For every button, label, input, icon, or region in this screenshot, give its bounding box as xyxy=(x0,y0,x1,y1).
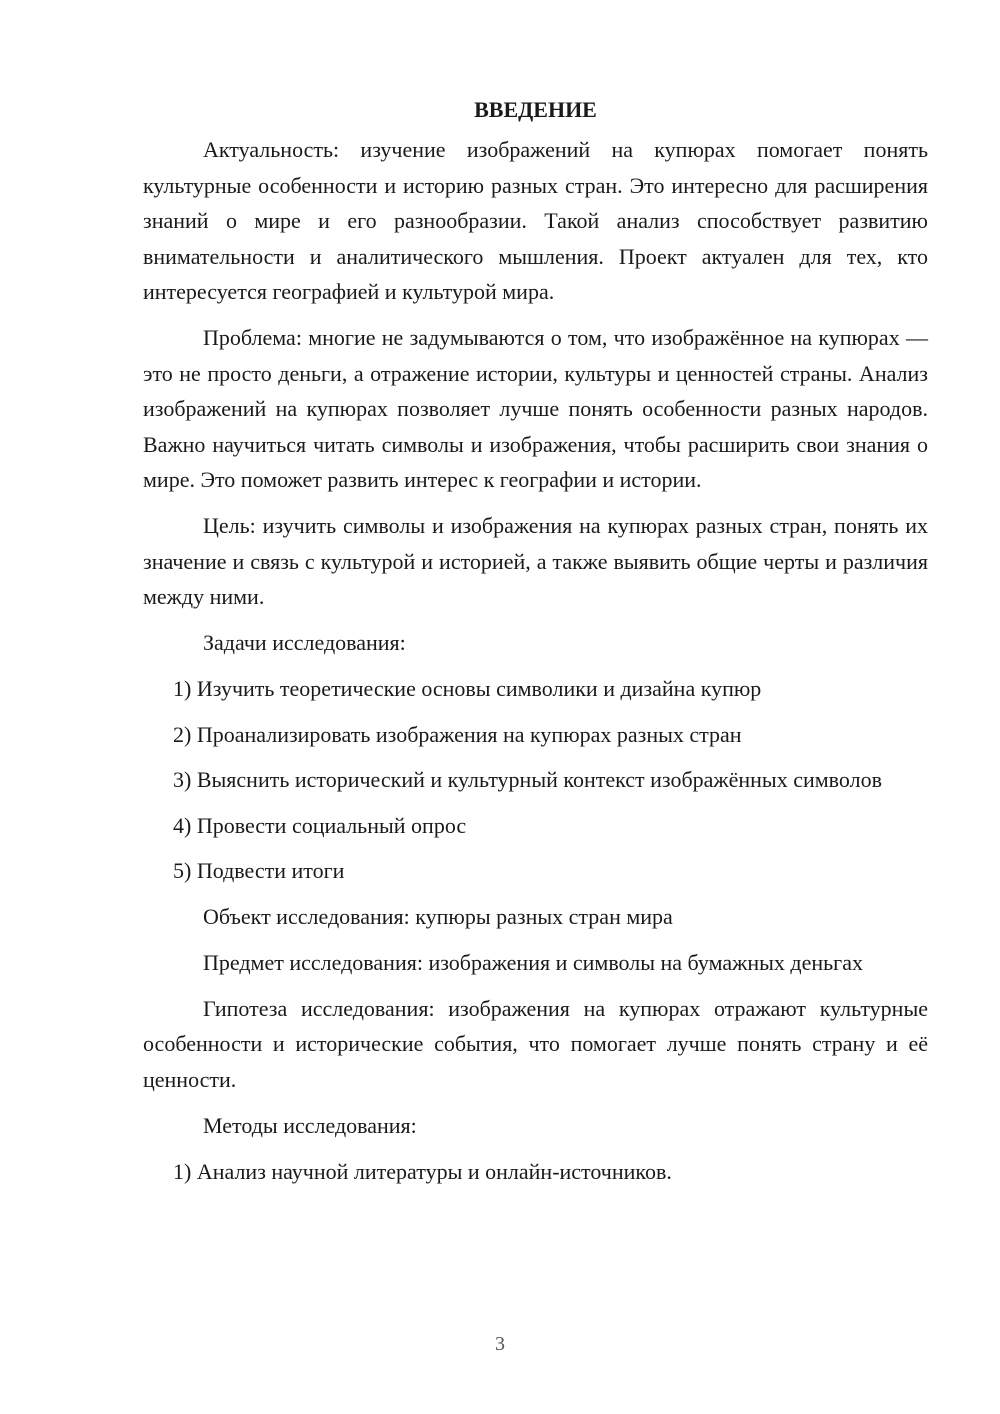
document-page xyxy=(143,92,928,1199)
task-item-4: 4) Провести социальный опрос xyxy=(173,812,467,838)
task-item-1: 1) Изучить теоретические основы символики и дизайна купюр xyxy=(173,676,762,701)
methods-heading: Методы исследования: xyxy=(203,1112,417,1138)
problem-paragraph: Проблема: многие не задумываются о том, что изображённое на купюрах — это не просто деньги, а отражение истории, культуры и ценностей страны. Анализ изображений на купюрах позволяет лучше понять особенности разных народов. Важно научиться читать символы и изображения, чтобы расширить свои знания о мире. Это поможет развить интерес к географии и истории. xyxy=(143,325,928,492)
method-item-1: 1) Анализ научной литературы и онлайн-источников. xyxy=(173,1158,672,1184)
task-item-2: 2) Проанализировать изображения на купюрах разных стран xyxy=(173,721,742,747)
hypothesis-paragraph: Гипотеза исследования: изображения на купюрах отражают культурные особенности и исторические события, что помогает лучше понять страну и её ценности. xyxy=(143,995,928,1092)
subject-paragraph: Предмет исследования: изображения и символы на бумажных деньгах xyxy=(203,949,863,975)
section-title: ВВЕДЕНИЕ xyxy=(474,97,597,122)
page-number: 3 xyxy=(495,1333,505,1355)
object-paragraph: Объект исследования: купюры разных стран мира xyxy=(203,903,673,929)
goal-paragraph: Цель: изучить символы и изображения на купюрах разных стран, понять их значение и связь с культурой и историей, а также выявить общие черты и различия между ними. xyxy=(143,513,928,609)
task-item-3: 3) Выяснить исторический и культурный контекст изображённых символов xyxy=(173,767,882,792)
task-item-5: 5) Подвести итоги xyxy=(173,858,345,883)
relevance-paragraph: Актуальность: изучение изображений на купюрах помогает понять культурные особенности и историю разных стран. Это интересно для расширения знаний о мире и его разнообразии. Такой анализ способствует развитию внимательности и аналитического мышления. Проект актуален для тех, кто интересуется географией и культурой мира. xyxy=(143,137,928,304)
tasks-heading: Задачи исследования: xyxy=(203,630,406,655)
